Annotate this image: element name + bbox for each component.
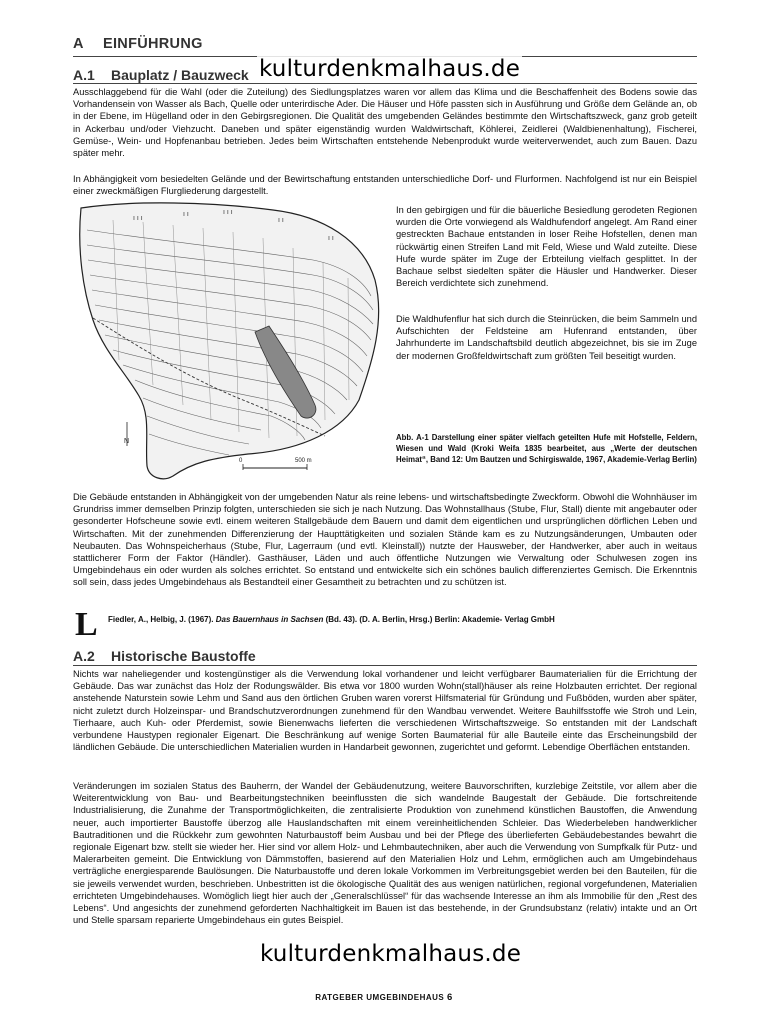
figure-caption: Abb. A-1 Darstellung einer später vielfach geteilten Hufe mit Hofstelle, Feldern, Wiesen und Wald (Kroki Weifa 1835 bearbeitet, aus „Werte der deutschen Heimat“, Band 12: Um Bautzen und Schirgiswalde, 1967, Akademie-Verlag Berlin) (396, 433, 697, 465)
section-a1-title: Bauplatz / Bauzweck (111, 67, 249, 83)
a1-paragraph-2: In Abhängigkeit vom besiedelten Gelände und der Bewirtschaftung entstanden unterschiedliche Dorf- und Flurformen. Nachfolgend ist nur ein Beispiel einer zweckmäßigen Flurgliederung dargestellt. (73, 174, 697, 197)
map-scale-start: 0 (239, 458, 243, 464)
section-a2-heading (73, 648, 256, 664)
svg-text:ı ı: ı ı (183, 211, 189, 218)
side-paragraph-2: Die Waldhufenflur hat sich durch die Steinrücken, die beim Sammeln und Aufschichten der Feldsteine am Hufenrand entstanden, über Jahrhunderte im Landschaftsbild deutlich abgezeichnet, bis sie im Zuge der modernen Großfeldwirtschaft zum größten Teil beseitigt wurden. (396, 314, 697, 361)
waldhufen-map-figure (73, 200, 389, 485)
section-a-number: A (73, 36, 84, 52)
literature-title: Das Bauernhaus in Sachsen (215, 615, 324, 624)
map-north-label: N (124, 438, 130, 445)
map-scale-end: 500 m (295, 458, 312, 464)
watermark-bottom: kulturdenkmalhaus.de (260, 941, 522, 967)
a1-paragraph-1: Ausschlaggebend für die Wahl (oder die Zuteilung) des Siedlungsplatzes waren vor allem das Klima und die Beschaffenheit des Bodens sowie das Vorhandensein von Wasser als Bach, Quelle oder unterirdische Ader. Die Häuser und Höfe passten sich in Ausführung und Größe dem Gelände an, ob in der Ebene, im Hügelland oder in den Gebirgsregionen. Die Qualität des umgebenden Geländes bestimmte den Wirtschaftszweck, ganz grob geteilt in Ackerbau und/oder Viehzucht. Daneben und später eigenständig wurden Waldwirtschaft, Köhlerei, Zeidlerei (Waldbienenhaltung), Fischerei, Gemüse-, Wein- und Hopfenanbau betrieben. Jedes beim Wirtschaften entstehende Nebenprodukt wurde weiterverwendet, auch zum Bauen. Dazu später mehr. (73, 87, 697, 159)
section-a-heading (73, 36, 203, 52)
map-scale-bar (239, 458, 312, 470)
section-a2-title: Historische Baustoffe (111, 648, 256, 664)
section-a1-rule (73, 83, 697, 84)
svg-text:ı ı: ı ı (328, 235, 334, 242)
literature-authors: Fiedler, A., Helbig, J. (1967). (108, 615, 214, 624)
map-north-arrow (124, 422, 129, 446)
literature-icon: L (75, 606, 98, 643)
watermark-top: kulturdenkmalhaus.de (259, 56, 521, 82)
svg-text:ı ı ı: ı ı ı (223, 209, 233, 216)
a2-paragraph-2: Veränderungen im sozialen Status des Bauherrn, der Wandel der Gebäudenutzung, weitere Bauvorschriften, kurzlebige Zeitstile, vor allem aber die Weiterentwicklung von Bau- und Bearbeitungstechniken beeinflussten die sich wandelnde Baugestalt der Gebäude. Die fortschreitende Industrialisierung, die Zunahme der Transportmöglichkeiten, die zentralisierte Produktion von zunehmend künstlichen Baustoffen, die Anwendung neuer, auch importierter Baustoffe überzog alle Hauslandschaften mit einem vereinheitlichenden Schleier. Das Wiederbeleben handwerklicher Bautraditionen und die Rückkehr zum gewohnten Naturbaustoff beim Ausbau und bei der Pflege des überlieferten Gebäudebestandes bewahrt die regionale Eigenart bzw. stellt sie wieder her. Hier sind vor allem Holz- und Lehmbautechniken, aber auch die Verwendung von Sumpfkalk für Putz- und Malerarbeiten gemeint. Die Entwicklung von Dämmstoffen, basierend auf den Materialien Holz und Lehm, ermöglichen auch am Umgebindehaus verträgliche energiesparende Baulösungen. Die Naturbaustoffe und deren lokale Vorkommen im Verbreitungsgebiet werden bei den Bauteilen, für die sie jeweils verwendet wurden, beschrieben. Unbestritten ist die ökologische Qualität des aus wenigen natürlichen, regional vorgefundenen, Materialien errichteten Umgebindehauses. Womöglich liegt hier auch der „Generalschlüssel“ für das wachsende Interesse an ihm als Immobilie für den „Rest des Lebens“. Und angesichts der zunehmend geforderten Nachhaltigkeit im Bauen ist das bestehende, in der Grundsubstanz (relativ) intakte und an Ort und Stelle sparsam reparierte Umgebindehaus ein gutes Beispiel. (73, 781, 697, 926)
literature-reference (108, 615, 555, 624)
page-number: 6 (447, 992, 453, 1003)
a2-paragraph-1: Nichts war naheliegender und kostengünstiger als die Verwendung lokal vorhandener und leicht verfügbarer Baumaterialien für die Errichtung der Gebäude. Das war zunächst das Holz der Rodungswälder. Bis etwa vor 1800 wurden Wohn(stall)häuser als reine Holzbauten errichtet. Der regional anstehende Naturstein sowie Lehm und Sand aus den örtlichen Gruben waren vorerst Hilfsmaterial für Gründung und Fußböden, wurden aber später, nicht zuletzt durch Holzeinspar- und Brandschutzverordnungen zunehmend für den Wandbau verwendet. Weitere Bauhilfsstoffe wie Stroh und Lein, Tierhaare, auch Kuh- oder Pferdemist, sowie Bienenwachs lieferten die verschiedenen Wirtschaftszweige. So entstanden mit der Landschaft verbundene Haustypen regionaler Eigenart. Die Beschränkung auf wenige Sorten Baumaterial für alle Bauteile einte das Erscheinungsbild der ländlichen Gebäude. Die unterschiedlichen Materialien wurden in Handarbeit gewonnen, zugerichtet und geformt. Lebendige Oberflächen entstanden. (73, 669, 697, 753)
side-paragraph-1: In den gebirgigen und für die bäuerliche Besiedlung gerodeten Regionen wurden die Orte vorwiegend als Waldhufendorf angelegt. Am Rand einer gestreckten Bachaue entstanden in loser Reihe Hofstellen, denen man rückwärtig einen Streifen Land mit Feld, Wiese und Wald zuteilte. Diese Hufe wurde später im Zuge der Erbteilung vielfach gesplittet. In der Bachaue selbst siedelten später die Häusler und Handwerker. Dieser Bereich verdichtete sich zunehmend. (396, 205, 697, 289)
literature-rest: (Bd. 43). (D. A. Berlin, Hrsg.) Berlin: Akademie- Verlag GmbH (325, 615, 555, 624)
section-a2-rule (73, 665, 697, 666)
section-a2-number: A.2 (73, 648, 95, 664)
page-footer (0, 992, 768, 1003)
section-a-title: EINFÜHRUNG (103, 36, 203, 52)
svg-text:ı ı ı: ı ı ı (133, 215, 143, 222)
a1-paragraph-3: Die Gebäude entstanden in Abhängigkeit von der umgebenden Natur als reine lebens- und wirtschaftsbedingte Zweckform. Obwohl die Wohnhäuser im Grundriss immer demselben Prinzip folgten, unterschieden sie sich je nach Nutzung. Das Wohnstallhaus (Stube, Flur, Stall) diente mit angebauter oder gesonderter Hofscheune sowie evtl. einem weiteren Stallgebäude dem Bauern und damit dem eigentlichen und ursprünglichen dörflichen Leben und Wirtschaften. Mit der zunehmenden Differenzierung der Haupttätigkeiten und sozialen Stände kam es zu Nutzungsänderungen, Umbauten oder Neubauten. Das Wohnspeicherhaus (Stube, Flur, Lagerraum (und evtl. Kleinstall)) nutzte der Hausweber, der Handwerker, aber auch in weitaus stattlicherer Form der Faktor (Händler). Gasthäuser, Läden und auch öffentliche Nutzungen wie Verwaltung oder Schulwesen zogen ins Umgebindehaus ein oder wurden als solches errichtet. So entstand und entwickelte sich ein schönes baulich differenziertes Gemisch. Die Erkenntnis soll sein, dass jedes Umgebindehaus als Bestandteil einer Gesamtheit zu betrachten und zu schützen ist. (73, 492, 697, 588)
svg-text:ı ı: ı ı (278, 217, 284, 224)
section-a1-heading (73, 67, 249, 83)
footer-label: RATGEBER UMGEBINDEHAUS (315, 993, 445, 1002)
section-a1-number: A.1 (73, 67, 95, 83)
